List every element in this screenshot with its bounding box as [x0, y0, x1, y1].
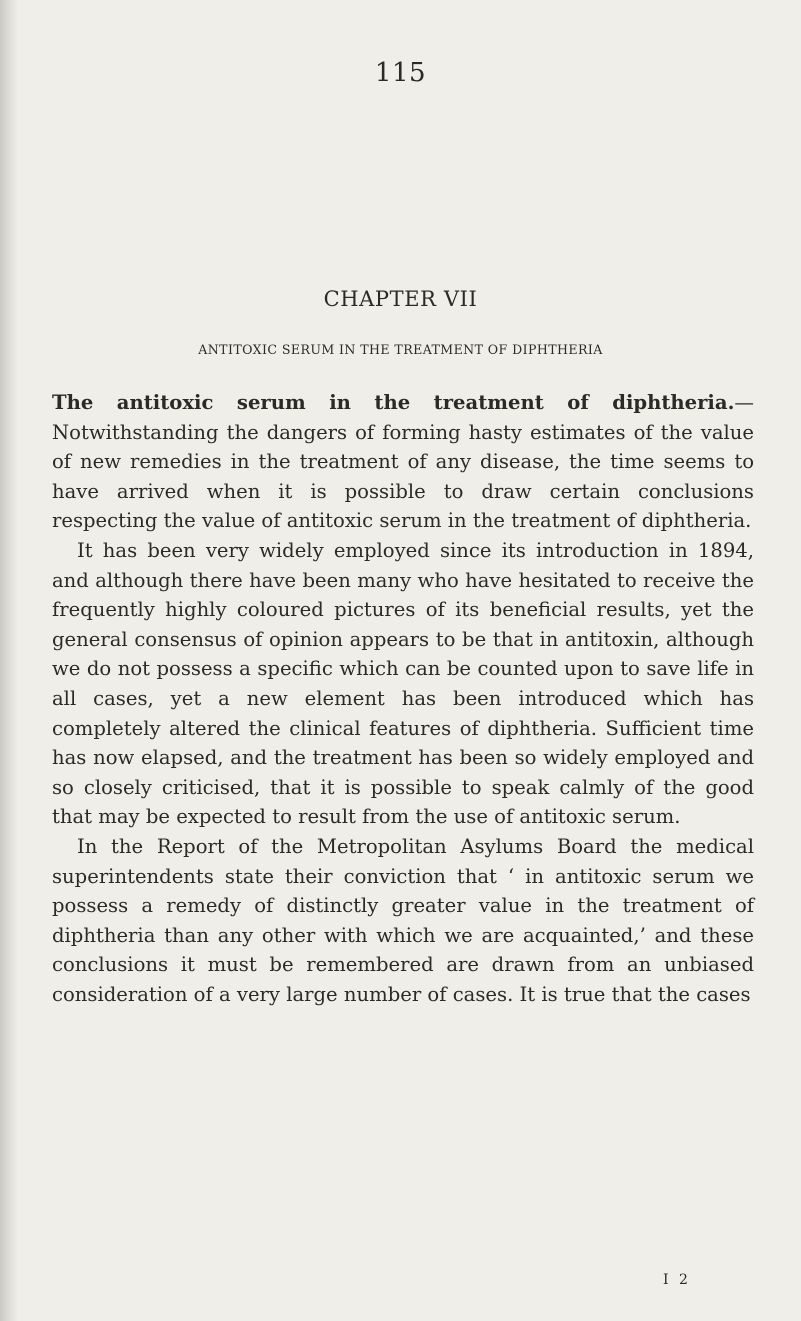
page-edge-shadow: [0, 0, 18, 1321]
paragraph-1-text: — Notwithstanding the dangers of forming hasty estimates of the value of new remedies in the treatment of any disease, the time seems to have arrived when it is possible to draw certain conclusions respecting the value of antitoxic serum in the treatment of diphtheria.: [52, 391, 754, 533]
section-heading: The antitoxic serum in the treatment of diphtheria.: [52, 391, 735, 414]
body-text: [52, 388, 754, 1009]
chapter-subtitle: ANTITOXIC SERUM IN THE TREATMENT OF DIPHTHERIA: [198, 342, 603, 357]
chapter-title: CHAPTER VII: [323, 287, 478, 311]
page-number: 115: [374, 58, 427, 88]
paragraph-2: It has been very widely employed since its introduction in 1894, and although there have been many who have hesitated to receive the frequently highly coloured pictures of its beneficial results, yet the general consensus of opinion appears to be that in antitoxin, although we do not possess a specific which can be counted upon to save life in all cases, yet a new element has been introduced which has completely altered the clinical features of diphtheria. Sufficient time has now elapsed, and the treatment has been so widely employed and so closely criticised, that it is possible to speak calmly of the good that may be expected to result from the use of antitoxic serum.: [52, 538, 754, 829]
paragraph-1: [52, 388, 754, 536]
signature-mark: I 2: [663, 1272, 691, 1288]
paragraph-3: In the Report of the Metropolitan Asylums Board the medical superintendents state their conviction that ‘ in antitoxic serum we possess a remedy of distinctly greater value in the treatment of diphtheria than any other with which we are acquainted,’ and these conclusions it must be remembered are drawn from an unbiased consideration of a very large number of cases. It is true that the cases: [52, 834, 754, 1006]
